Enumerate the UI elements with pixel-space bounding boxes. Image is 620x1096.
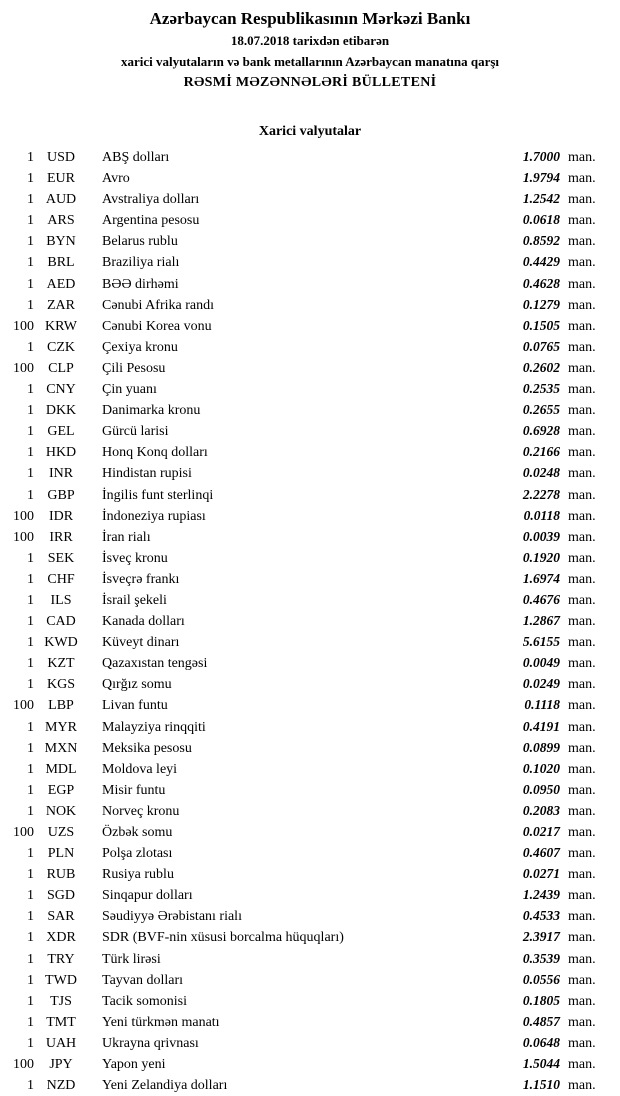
currency-code: MXN <box>44 740 78 756</box>
currency-rate: 0.0248 <box>522 465 560 481</box>
currency-unit: man. <box>568 445 596 461</box>
table-row <box>6 843 604 864</box>
currency-code: UZS <box>47 825 75 840</box>
currency-name: Çin yuanı <box>102 382 157 398</box>
currency-code: KGS <box>46 677 75 693</box>
table-row <box>6 991 604 1012</box>
currency-rate: 0.0271 <box>522 866 560 882</box>
currency-code: KWD <box>44 635 78 651</box>
currency-rate: 0.4191 <box>522 718 560 734</box>
currency-code: NZD <box>46 1078 76 1094</box>
currency-rate: 0.4628 <box>522 275 560 291</box>
currency-rate: 0.0039 <box>522 528 560 544</box>
currency-rate: 0.4607 <box>522 845 560 861</box>
currency-code: TJS <box>50 993 72 1009</box>
currency-code: KRW <box>45 318 77 334</box>
table-row <box>6 927 604 948</box>
currency-unit: man. <box>568 592 596 608</box>
currency-quantity: 1 <box>27 571 34 587</box>
currency-unit: man. <box>568 614 596 630</box>
currency-unit: man. <box>568 487 596 503</box>
currency-name: Argentina pesosu <box>102 213 200 229</box>
table-row <box>6 864 604 885</box>
currency-quantity: 1 <box>27 930 34 946</box>
currency-name: Rusiya rublu <box>102 867 174 883</box>
currency-code: GEL <box>47 424 75 440</box>
currency-name: ABŞ dolları <box>102 150 170 165</box>
currency-rate: 1.7000 <box>522 149 560 164</box>
currency-name: Səudiyyə Ərəbistanı rialı <box>102 909 242 925</box>
currency-code: INR <box>48 466 74 482</box>
currency-rate: 0.0950 <box>522 781 560 797</box>
table-row <box>6 463 604 484</box>
currency-unit: man. <box>568 1035 596 1051</box>
currency-name: İngilis funt sterlinqi <box>102 487 214 503</box>
currency-quantity: 1 <box>27 803 34 819</box>
currency-unit: man. <box>568 297 596 313</box>
table-row <box>6 421 604 442</box>
currency-code: NOK <box>45 803 77 819</box>
currency-rate: 0.1505 <box>522 317 560 333</box>
scope-line: xarici valyutaların və bank metallarının Azərbaycan manatına qarşı <box>120 54 500 69</box>
table-row <box>6 147 604 168</box>
currency-unit: man. <box>568 403 596 419</box>
currency-name: Qazaxıstan tengəsi <box>102 656 208 672</box>
currency-unit: man. <box>568 825 596 840</box>
currency-name: Çexiya kronu <box>102 339 178 355</box>
currency-name: Ukrayna qrivnası <box>102 1035 199 1051</box>
currency-name: İsrail şekeli <box>102 592 167 608</box>
currency-quantity: 1 <box>27 909 34 925</box>
currency-name: İran rialı <box>102 529 151 545</box>
table-row <box>6 1075 604 1096</box>
currency-quantity: 1 <box>27 677 34 693</box>
currency-name: Misir funtu <box>102 782 166 798</box>
currency-quantity: 100 <box>13 825 34 840</box>
currency-code: HKD <box>45 445 77 461</box>
currency-rate: 2.2278 <box>522 486 560 502</box>
currency-unit: man. <box>568 677 596 693</box>
bulletin-header <box>0 8 620 94</box>
currency-quantity: 1 <box>27 339 34 355</box>
currency-quantity: 1 <box>27 150 34 165</box>
table-row <box>6 1012 604 1033</box>
currency-code: SEK <box>47 550 75 566</box>
currency-quantity: 1 <box>27 403 34 419</box>
currency-name: Cənubi Korea vonu <box>102 318 212 334</box>
table-row <box>6 274 604 295</box>
currency-unit: man. <box>568 529 596 545</box>
currency-quantity: 1 <box>27 993 34 1009</box>
currency-rate: 0.0899 <box>522 739 560 755</box>
currency-code: RUB <box>46 867 76 883</box>
currency-quantity: 1 <box>27 424 34 440</box>
currency-unit: man. <box>568 846 596 862</box>
currency-quantity: 100 <box>13 529 34 545</box>
currency-unit: man. <box>568 508 596 524</box>
currency-code: ILS <box>50 592 72 608</box>
currency-name: İsveç kronu <box>102 550 168 566</box>
currency-quantity: 100 <box>13 508 34 524</box>
currency-rate: 0.1920 <box>522 549 560 565</box>
currency-name: Honq Konq dolları <box>102 445 208 461</box>
table-row <box>6 611 604 632</box>
currency-quantity: 1 <box>27 972 34 988</box>
table-row <box>6 442 604 463</box>
table-row <box>6 295 604 316</box>
currency-unit: man. <box>568 719 596 735</box>
table-row <box>6 210 604 231</box>
currency-unit: man. <box>568 1078 596 1094</box>
currency-unit: man. <box>568 930 596 946</box>
currency-code: BYN <box>46 234 76 250</box>
currency-rate: 0.2535 <box>522 381 560 397</box>
currency-unit: man. <box>568 740 596 756</box>
table-row <box>6 168 604 189</box>
currency-quantity: 1 <box>27 445 34 461</box>
currency-quantity: 1 <box>27 1078 34 1094</box>
currency-rate: 0.3539 <box>522 950 560 966</box>
currency-quantity: 1 <box>27 276 34 292</box>
currency-quantity: 1 <box>27 888 34 904</box>
currency-rate: 0.0217 <box>522 824 560 839</box>
table-row <box>6 252 604 273</box>
currency-quantity: 1 <box>27 761 34 777</box>
currency-unit: man. <box>568 888 596 904</box>
currency-code: SAR <box>47 909 75 925</box>
currency-quantity: 1 <box>27 867 34 883</box>
table-row <box>6 717 604 738</box>
table-row <box>6 506 604 527</box>
currency-code: MDL <box>45 761 77 777</box>
currency-name: İndoneziya rupiası <box>102 508 206 524</box>
table-row <box>6 548 604 569</box>
currency-unit: man. <box>568 255 596 271</box>
currency-code: XDR <box>46 930 76 946</box>
currency-unit: man. <box>568 234 596 250</box>
currency-rate: 0.2083 <box>522 802 560 818</box>
table-row <box>6 316 604 337</box>
currency-name: Kanada dolları <box>102 614 185 630</box>
currency-code: EUR <box>47 171 75 187</box>
currency-rate: 0.0618 <box>522 212 560 228</box>
currency-rate: 0.4857 <box>522 1013 560 1029</box>
currency-unit: man. <box>568 951 596 967</box>
currency-quantity: 1 <box>27 382 34 398</box>
currency-rate: 0.6928 <box>522 423 560 439</box>
currency-quantity: 100 <box>13 318 34 334</box>
currency-rate: 1.9794 <box>522 170 560 186</box>
currency-rate: 0.4676 <box>522 591 560 607</box>
currency-quantity: 100 <box>13 698 34 714</box>
currency-unit: man. <box>568 360 596 376</box>
bulletin-title-line: RƏSMİ MƏZƏNNƏLƏRİ BÜLLETENİ <box>183 75 437 90</box>
currency-code: TRY <box>47 951 75 967</box>
currency-name: Cənubi Afrika randı <box>102 297 214 313</box>
currency-quantity: 1 <box>27 951 34 967</box>
currency-name: Danimarka kronu <box>102 403 201 419</box>
currency-name: Yeni Zelandiya dolları <box>102 1078 228 1094</box>
currency-name: Sinqapur dolları <box>102 888 193 904</box>
currency-name: Türk lirəsi <box>102 951 161 967</box>
currency-code: AED <box>46 276 76 292</box>
table-row <box>6 970 604 991</box>
currency-rate: 0.2166 <box>522 444 560 460</box>
currency-code: ARS <box>47 213 75 229</box>
currency-rate: 1.1510 <box>522 1077 560 1093</box>
currency-unit: man. <box>568 550 596 566</box>
currency-code: TWD <box>45 972 77 988</box>
currency-quantity: 100 <box>13 1057 34 1073</box>
currency-quantity: 1 <box>27 550 34 566</box>
table-row <box>6 527 604 548</box>
currency-rate: 0.2655 <box>522 402 560 418</box>
table-row <box>6 632 604 653</box>
currency-quantity: 1 <box>27 1035 34 1051</box>
currency-code: TMT <box>46 1014 76 1030</box>
currency-quantity: 1 <box>27 171 34 187</box>
currency-name: Livan funtu <box>102 698 168 714</box>
currency-unit: man. <box>568 761 596 777</box>
currency-code: UAH <box>45 1035 77 1051</box>
currency-unit: man. <box>568 1014 596 1030</box>
currency-code: JPY <box>49 1057 73 1073</box>
table-row <box>6 358 604 379</box>
currency-quantity: 1 <box>27 213 34 229</box>
currency-rate: 0.4429 <box>522 254 560 270</box>
currency-quantity: 1 <box>27 740 34 756</box>
table-row <box>6 780 604 801</box>
currency-unit: man. <box>568 276 596 292</box>
currency-rate: 0.8592 <box>522 233 560 249</box>
currency-unit: man. <box>568 656 596 672</box>
currency-rate: 0.0249 <box>522 676 560 692</box>
currency-rate: 2.3917 <box>522 929 560 945</box>
table-row <box>6 1033 604 1054</box>
currency-quantity: 1 <box>27 487 34 503</box>
table-row <box>6 674 604 695</box>
table-row <box>6 337 604 358</box>
currency-name: BƏƏ dirhəmi <box>102 276 179 292</box>
currency-code: SGD <box>46 888 75 904</box>
table-row <box>6 822 604 843</box>
currency-rate: 5.6155 <box>522 634 560 650</box>
table-row <box>6 189 604 210</box>
currency-rate: 0.0648 <box>522 1034 560 1050</box>
table-row <box>6 885 604 906</box>
currency-code: BRL <box>47 255 75 271</box>
currency-code: IDR <box>48 508 74 524</box>
currency-rate: 1.2867 <box>522 613 560 629</box>
currency-code: CAD <box>46 614 76 630</box>
currency-name: Qırğız somu <box>102 677 172 693</box>
table-row <box>6 485 604 506</box>
table-row <box>6 759 604 780</box>
currency-name: Gürcü larisi <box>102 424 169 440</box>
currency-quantity: 1 <box>27 234 34 250</box>
currency-name: Meksika pesosu <box>102 740 192 756</box>
currency-name: Braziliya rialı <box>102 255 180 271</box>
currency-name: Hindistan rupisi <box>102 466 192 482</box>
effective-date-line: 18.07.2018 tarixdən etibarən <box>230 33 390 48</box>
currency-name: Yeni türkmən manatı <box>102 1014 220 1030</box>
currency-name: Malayziya rinqqiti <box>102 719 206 735</box>
currency-name: Çili Pesosu <box>102 360 166 376</box>
currency-unit: man. <box>568 867 596 883</box>
currency-quantity: 1 <box>27 656 34 672</box>
currency-unit: man. <box>568 782 596 798</box>
currency-unit: man. <box>568 635 596 651</box>
currency-code: ZAR <box>47 297 75 313</box>
table-row <box>6 738 604 759</box>
currency-name: Tacik somonisi <box>102 993 187 1009</box>
currency-rate: 1.6974 <box>522 570 560 586</box>
currency-rate: 0.0556 <box>522 971 560 987</box>
currency-rate: 0.1118 <box>524 697 560 713</box>
currency-quantity: 1 <box>27 614 34 630</box>
currency-name: Moldova leyi <box>102 761 178 777</box>
currency-quantity: 1 <box>27 592 34 608</box>
section-title-foreign-currencies: Xarici valyutalar <box>258 124 362 139</box>
currency-code: PLN <box>47 846 75 862</box>
currency-code: LBP <box>48 698 74 714</box>
currency-name: Avstraliya dolları <box>102 192 200 208</box>
currency-name: Belarus rublu <box>102 234 178 250</box>
currency-code: AUD <box>45 192 77 208</box>
currency-rate: 0.2602 <box>522 359 560 375</box>
currency-quantity: 1 <box>27 846 34 862</box>
currency-quantity: 1 <box>27 719 34 735</box>
currency-rate: 1.5044 <box>522 1056 560 1072</box>
currency-rate: 0.0049 <box>522 655 560 671</box>
currency-code: KZT <box>47 656 75 672</box>
table-row <box>6 949 604 970</box>
bank-title: Azərbaycan Respublikasının Mərkəzi Bankı <box>149 9 471 28</box>
currency-quantity: 1 <box>27 1014 34 1030</box>
currency-rate: 0.0118 <box>523 507 560 523</box>
currency-quantity: 1 <box>27 782 34 798</box>
currency-unit: man. <box>568 339 596 355</box>
currency-quantity: 1 <box>27 466 34 482</box>
rates-table-body <box>0 147 620 1096</box>
currency-code: CZK <box>47 339 75 355</box>
currency-quantity: 1 <box>27 297 34 313</box>
table-row <box>6 1054 604 1075</box>
table-row <box>6 801 604 822</box>
currency-unit: man. <box>568 993 596 1009</box>
currency-quantity: 100 <box>13 360 34 376</box>
currency-rate: 0.4533 <box>522 908 560 924</box>
currency-quantity: 1 <box>27 635 34 651</box>
currency-name: Norveç kronu <box>102 803 180 819</box>
table-row <box>6 231 604 252</box>
currency-code: GBP <box>47 487 75 503</box>
table-row <box>6 906 604 927</box>
currency-unit: man. <box>568 171 596 187</box>
currency-name: Polşa zlotası <box>102 846 173 862</box>
currency-rate: 0.1805 <box>522 992 560 1008</box>
currency-rate: 1.2439 <box>522 887 560 903</box>
currency-unit: man. <box>568 1057 596 1073</box>
currency-code: EGP <box>47 782 75 798</box>
currency-code: CLP <box>48 360 74 376</box>
currency-rate: 0.1279 <box>522 296 560 312</box>
currency-unit: man. <box>568 192 596 208</box>
currency-name: Avro <box>102 171 130 187</box>
currency-code: USD <box>46 150 75 165</box>
currency-unit: man. <box>568 909 596 925</box>
currency-code: IRR <box>49 529 73 545</box>
table-row <box>6 590 604 611</box>
currency-code: DKK <box>45 403 77 419</box>
currency-unit: man. <box>568 424 596 440</box>
currency-name: İsveçrə frankı <box>102 571 180 587</box>
table-row <box>6 653 604 674</box>
currency-unit: man. <box>568 803 596 819</box>
currency-unit: man. <box>568 698 596 714</box>
currency-unit: man. <box>568 571 596 587</box>
currency-unit: man. <box>568 213 596 229</box>
currency-name: Yapon yeni <box>102 1057 166 1073</box>
currency-name: Özbək somu <box>102 825 173 840</box>
table-row <box>6 379 604 400</box>
currency-unit: man. <box>568 466 596 482</box>
currency-unit: man. <box>568 382 596 398</box>
currency-rate: 0.0765 <box>522 338 560 354</box>
currency-rate: 0.1020 <box>522 760 560 776</box>
table-row <box>6 400 604 421</box>
currency-unit: man. <box>568 318 596 334</box>
currency-name: Tayvan dolları <box>102 972 184 988</box>
currency-quantity: 1 <box>27 255 34 271</box>
currency-code: MYR <box>45 719 77 735</box>
table-row <box>6 695 604 716</box>
currency-name: Küveyt dinarı <box>102 635 180 651</box>
currency-name: SDR (BVF-nin xüsusi borcalma hüquqları) <box>102 930 344 946</box>
currency-code: CHF <box>47 571 75 587</box>
table-row <box>6 569 604 590</box>
currency-quantity: 1 <box>27 192 34 208</box>
currency-rate: 1.2542 <box>522 191 560 207</box>
currency-unit: man. <box>568 150 596 165</box>
currency-unit: man. <box>568 972 596 988</box>
currency-code: CNY <box>46 382 76 398</box>
